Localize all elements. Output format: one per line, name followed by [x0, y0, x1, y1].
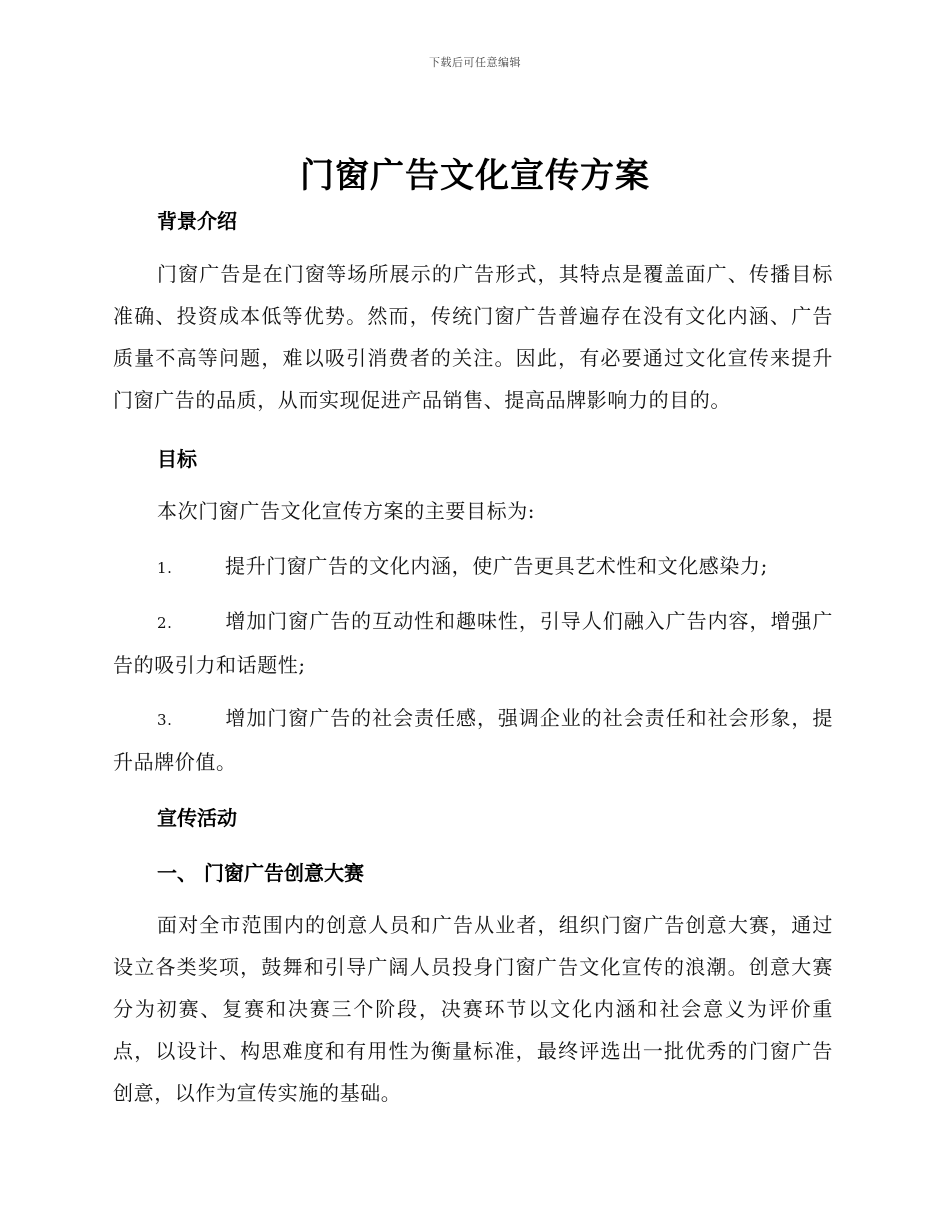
section-heading-activities: 宣传活动	[157, 806, 237, 830]
list-item-text: 提升门窗广告的文化内涵，使广告更具艺术性和文化感染力;	[225, 554, 768, 578]
background-paragraph: 门窗广告是在门窗等场所展示的广告形式，其特点是覆盖面广、传播目标准确、投资成本低等优势。然而，传统门窗广告普遍存在没有文化内涵、广告质量不高等问题，难以吸引消费者的关注。因此，有必要通过文化宣传来提升门窗广告的品质，从而实现促进产品销售、提高品牌影响力的目的。	[113, 262, 833, 412]
goal-item-3	[113, 697, 833, 783]
list-item-text: 增加门窗广告的互动性和趣味性，引导人们融入广告内容，增强广告的吸引力和话题性;	[113, 609, 833, 677]
goals-intro: 本次门窗广告文化宣传方案的主要目标为:	[157, 499, 536, 523]
goal-item-2	[113, 600, 833, 686]
goal-item-1	[113, 545, 833, 589]
list-number: 1.	[157, 559, 173, 577]
list-number: 3.	[157, 711, 173, 729]
list-number: 2.	[157, 614, 173, 632]
section-heading-goals: 目标	[157, 447, 197, 471]
list-item-text: 增加门窗广告的社会责任感，强调企业的社会责任和社会形象，提升品牌价值。	[113, 706, 833, 774]
activity-paragraph-1: 面对全市范围内的创意人员和广告从业者，组织门窗广告创意大赛，通过设立各类奖项，鼓舞和引导广阔人员投身门窗广告文化宣传的浪潮。创意大赛分为初赛、复赛和决赛三个阶段，决赛环节以文化内涵和社会意义为评价重点，以设计、构思难度和有用性为衡量标准，最终评选出一批优秀的门窗广告创意，以作为宣传实施的基础。	[113, 913, 833, 1105]
activity-subheading-1: 一、 门窗广告创意大赛	[157, 861, 364, 885]
header-note: 下载后可任意编辑	[429, 56, 521, 69]
section-heading-background: 背景介绍	[157, 209, 237, 233]
document-title: 门窗广告文化宣传方案	[300, 156, 650, 196]
